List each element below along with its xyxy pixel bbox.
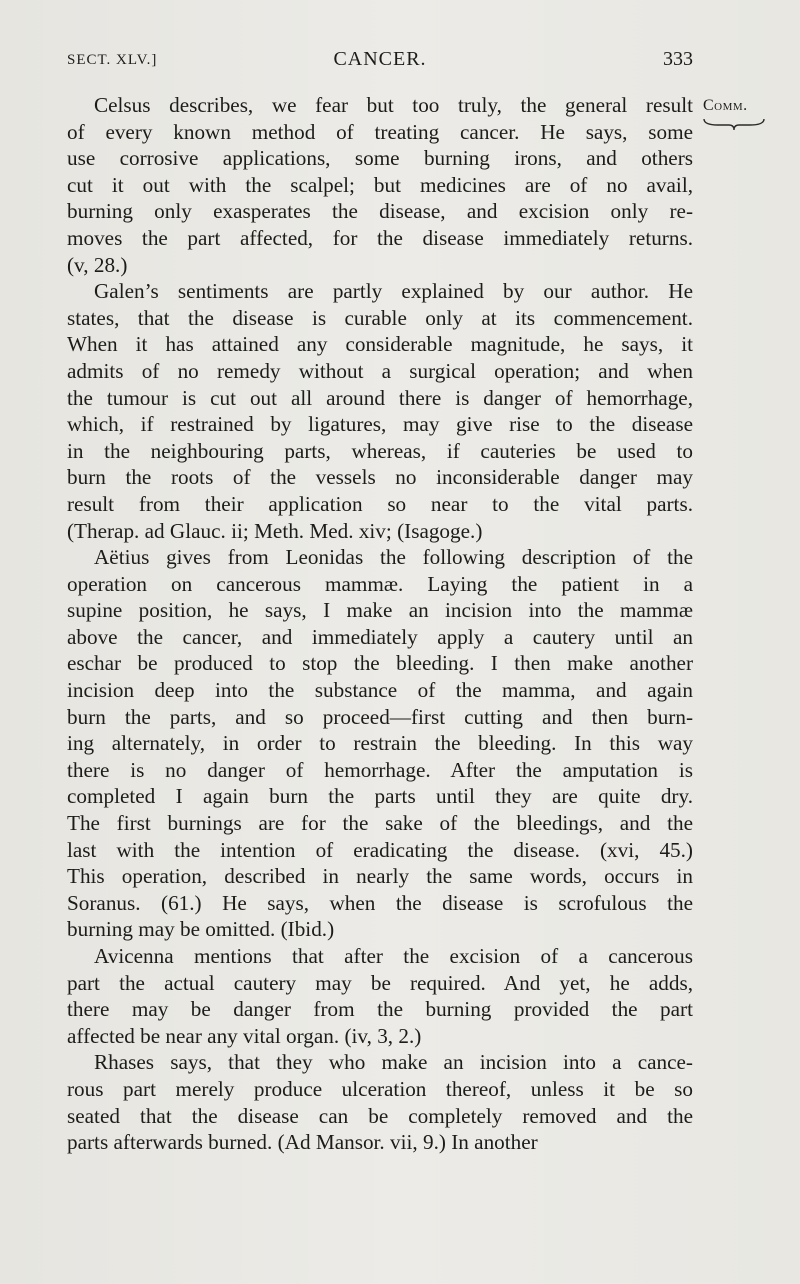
- text-line: burn the parts, and so proceed—first cutting and then burn-: [67, 704, 693, 729]
- text-line: affected be near any vital organ. (iv, 3, 2.): [67, 1023, 422, 1048]
- running-header: [67, 48, 693, 76]
- margin-brace-icon: [703, 117, 765, 131]
- text-line: states, that the disease is curable only at its commencement.: [67, 305, 693, 330]
- text-line: of every known method of treating cancer. He says, some: [67, 119, 693, 144]
- section-label: SECT. XLV.]: [67, 52, 158, 68]
- text-line: Avicenna mentions that after the excision of a cancerous: [94, 944, 693, 968]
- text-line: moves the part affected, for the disease immediately returns.: [67, 225, 693, 250]
- text-line: parts afterwards burned. (Ad Mansor. vii, 9.) In another: [67, 1130, 538, 1155]
- text-line: (v, 28.): [67, 252, 128, 277]
- text-line: result from their application so near to the vital parts.: [67, 491, 693, 516]
- text-line: admits of no remedy without a surgical operation; and when: [67, 358, 693, 383]
- paragraph: [67, 544, 693, 943]
- text-line: eschar be produced to stop the bleeding. I then make another: [67, 651, 693, 676]
- text-line: burn the roots of the vessels no inconsiderable danger may: [67, 465, 693, 490]
- text-line: part the actual cautery may be required. And yet, he adds,: [67, 970, 693, 995]
- text-line: supine position, he says, I make an incision into the mammæ: [67, 598, 693, 623]
- text-line: (Therap. ad Glauc. ii; Meth. Med. xiv; (Isagoge.): [67, 518, 483, 543]
- text-line: incision deep into the substance of the mamma, and again: [67, 678, 693, 703]
- text-line: Galen’s sentiments are partly explained by our author. He: [94, 279, 693, 304]
- text-line: use corrosive applications, some burning irons, and others: [67, 146, 693, 171]
- text-line: Celsus describes, we fear but too truly, the general result: [94, 93, 693, 117]
- text-line: the tumour is cut out all around there is danger of hemorrhage,: [67, 385, 693, 410]
- text-line: above the cancer, and immediately apply a cautery until an: [67, 624, 693, 649]
- text-line: cut it out with the scalpel; but medicines are of no avail,: [67, 172, 693, 197]
- text-line: in the neighbouring parts, whereas, if cauteries be used to: [67, 438, 693, 463]
- text-line: there is no danger of hemorrhage. After the amputation is: [67, 757, 693, 782]
- text-line: When it has attained any considerable magnitude, he says, it: [67, 332, 693, 357]
- text-line: burning may be omitted. (Ibid.): [67, 917, 335, 942]
- paragraph: [67, 943, 693, 1049]
- text-line: Rhases says, that they who make an incision into a cance-: [94, 1050, 693, 1075]
- text-line: rous part merely produce ulceration thereof, unless it be so: [67, 1076, 693, 1101]
- text-line: The first burnings are for the sake of the bleedings, and the: [67, 811, 693, 836]
- text-line: Soranus. (61.) He says, when the disease is scrofulous the: [67, 890, 693, 915]
- text-line: burning only exasperates the disease, and excision only re-: [67, 199, 693, 224]
- text-line: operation on cancerous mammæ. Laying the patient in a: [67, 571, 693, 596]
- paragraph: [67, 1049, 693, 1155]
- margin-note-commentary: Comm.: [703, 97, 748, 114]
- text-line: last with the intention of eradicating the disease. (xvi, 45.): [67, 837, 693, 862]
- text-line: Aëtius gives from Leonidas the following description of the: [94, 545, 693, 570]
- paragraph: [67, 278, 693, 544]
- body-text: [67, 92, 693, 1156]
- text-line: which, if restrained by ligatures, may give rise to the disease: [67, 412, 693, 437]
- text-line: completed I again burn the parts until they are quite dry.: [67, 784, 693, 809]
- text-line: This operation, described in nearly the same words, occurs in: [67, 864, 693, 889]
- page-number: 333: [663, 48, 693, 70]
- text-line: ing alternately, in order to restrain the bleeding. In this way: [67, 731, 693, 756]
- page-title: CANCER.: [333, 48, 427, 70]
- paragraph: [67, 92, 693, 278]
- text-line: seated that the disease can be completely removed and the: [67, 1103, 693, 1128]
- text-line: there may be danger from the burning provided the part: [67, 997, 693, 1022]
